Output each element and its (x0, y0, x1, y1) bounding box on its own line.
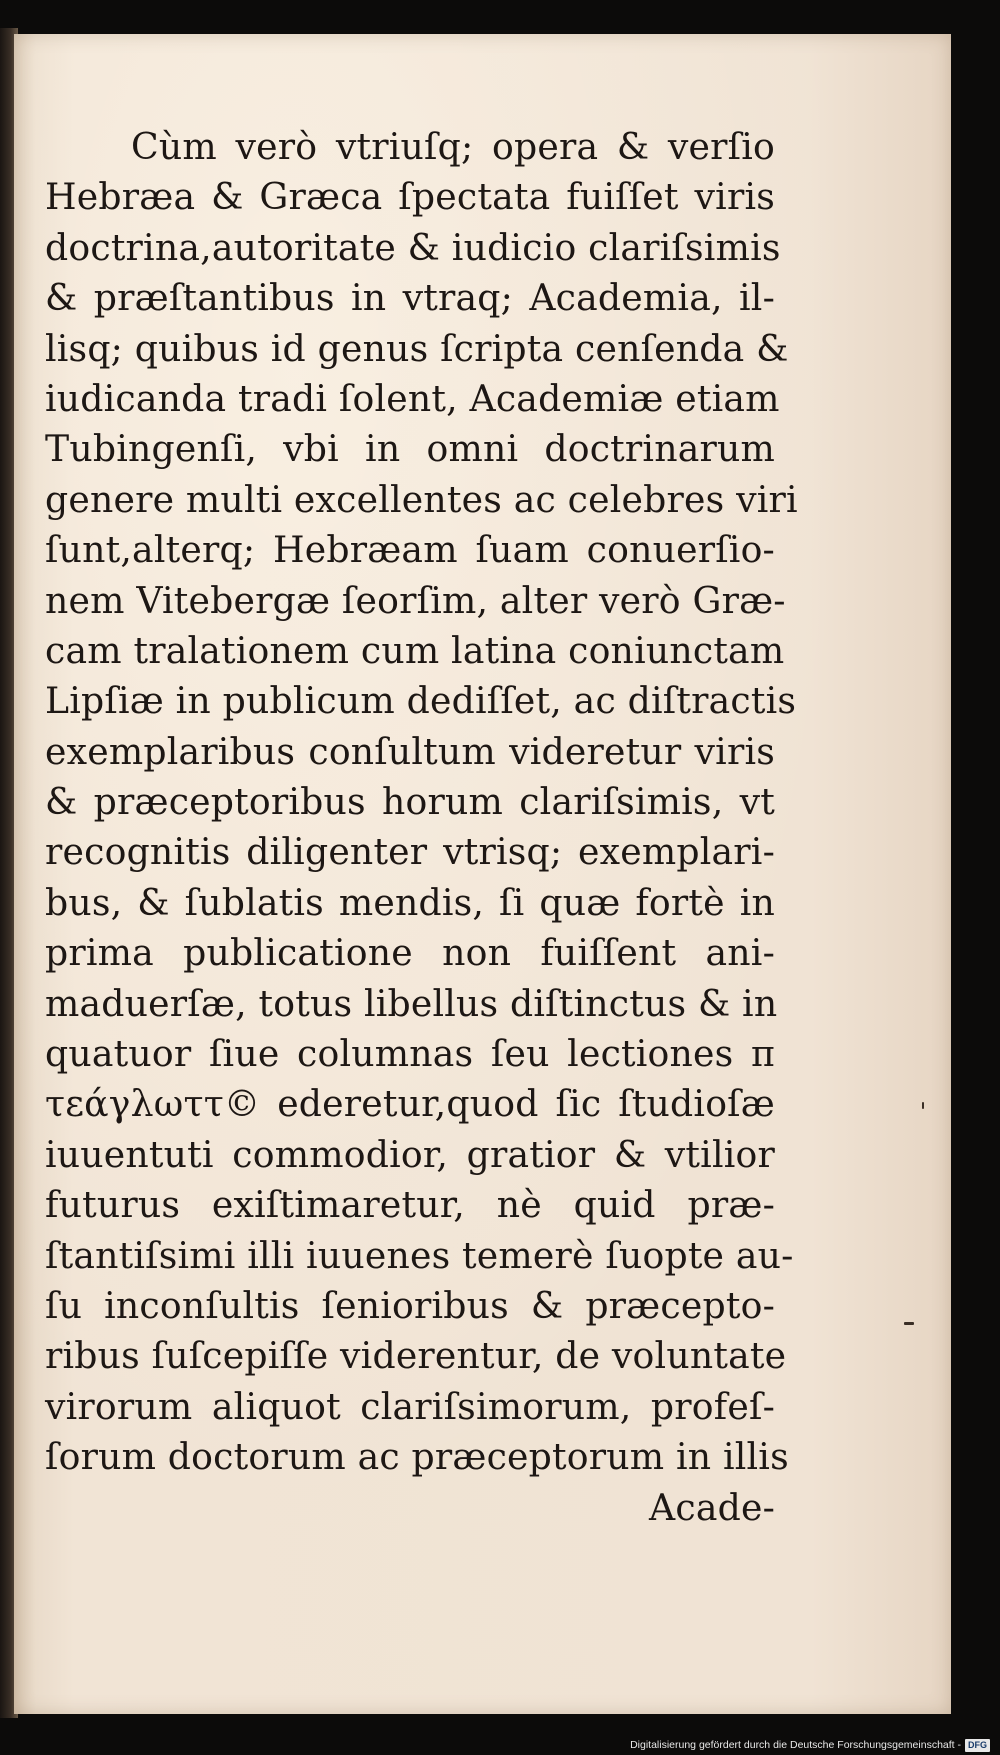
text-line: ſunt,alterq; Hebræam ſuam conuerſio- (45, 528, 775, 572)
credit-text: Digitalisierung gefördert durch die Deutsche Forschungsgemeinschaft - (630, 1739, 961, 1751)
ink-speck (922, 1102, 924, 1109)
text-line: futurus exiſtimaretur, nè quid præ- (45, 1183, 775, 1227)
ink-speck (904, 1322, 914, 1325)
text-line: iuuentuti commodior, gratior & vtilior (45, 1132, 775, 1176)
text-line: ſorum doctorum ac præceptorum in illis (45, 1435, 789, 1479)
text-line: Lipſiæ in publicum dediſſet, ac diſtractis (45, 679, 797, 723)
text-line: bus, & ſublatis mendis, ſi quæ fortè in (45, 880, 775, 924)
text-line: iudicanda tradi ſolent, Academiæ etiam (45, 376, 780, 420)
text-line: ribus ſuſcepiſſe viderentur, de voluntate (45, 1334, 787, 1378)
text-line: doctrina,autoritate & iudicio clariſsimis (45, 225, 781, 269)
text-line: prima publicatione non fuiſſent ani- (45, 931, 775, 975)
text-line: & præſtantibus in vtraq; Academia, il- (45, 276, 775, 320)
text-line: recognitis diligenter vtrisq; exemplari- (45, 830, 775, 874)
text-line: genere multi excellentes ac celebres viri (45, 477, 798, 521)
text-line: τεάγλωττ© ederetur,quod ſic ſtudioſæ (45, 1082, 775, 1126)
text-line: ſtantiſsimi illi iuuenes temerè ſuopte au- (45, 1233, 794, 1277)
text-line: & præceptoribus horum clariſsimis, vt (45, 780, 775, 824)
text-line: Cùm verò vtriuſq; opera & verſio (131, 125, 775, 168)
text-line: Tubingenſi, vbi in omni doctrinarum (45, 427, 775, 471)
dfg-logo: DFG (965, 1739, 990, 1752)
digitization-credit (630, 1737, 990, 1753)
page-body-text (45, 122, 798, 1533)
text-line: quatuor ſiue columnas ſeu lectiones π (45, 1032, 775, 1076)
text-line: ſu inconſultis ſenioribus & præcepto- (45, 1283, 775, 1327)
text-line: lisq; quibus id genus ſcripta cenſenda & (45, 326, 789, 370)
text-line: maduerſæ, totus libellus diſtinctus & in (45, 981, 778, 1025)
text-line: nem Vitebergæ ſeorſim, alter verò Græ- (45, 578, 786, 622)
book-page (14, 34, 951, 1714)
text-line: virorum aliquot clariſsimorum, profeſ- (45, 1384, 775, 1428)
catchword: Acade- (649, 1485, 775, 1529)
text-line: Hebræa & Græca ſpectata fuiſſet viris (45, 175, 775, 219)
text-line: cam tralationem cum latina coniunctam (45, 628, 785, 672)
text-line: exemplaribus conſultum videretur viris (45, 729, 775, 773)
